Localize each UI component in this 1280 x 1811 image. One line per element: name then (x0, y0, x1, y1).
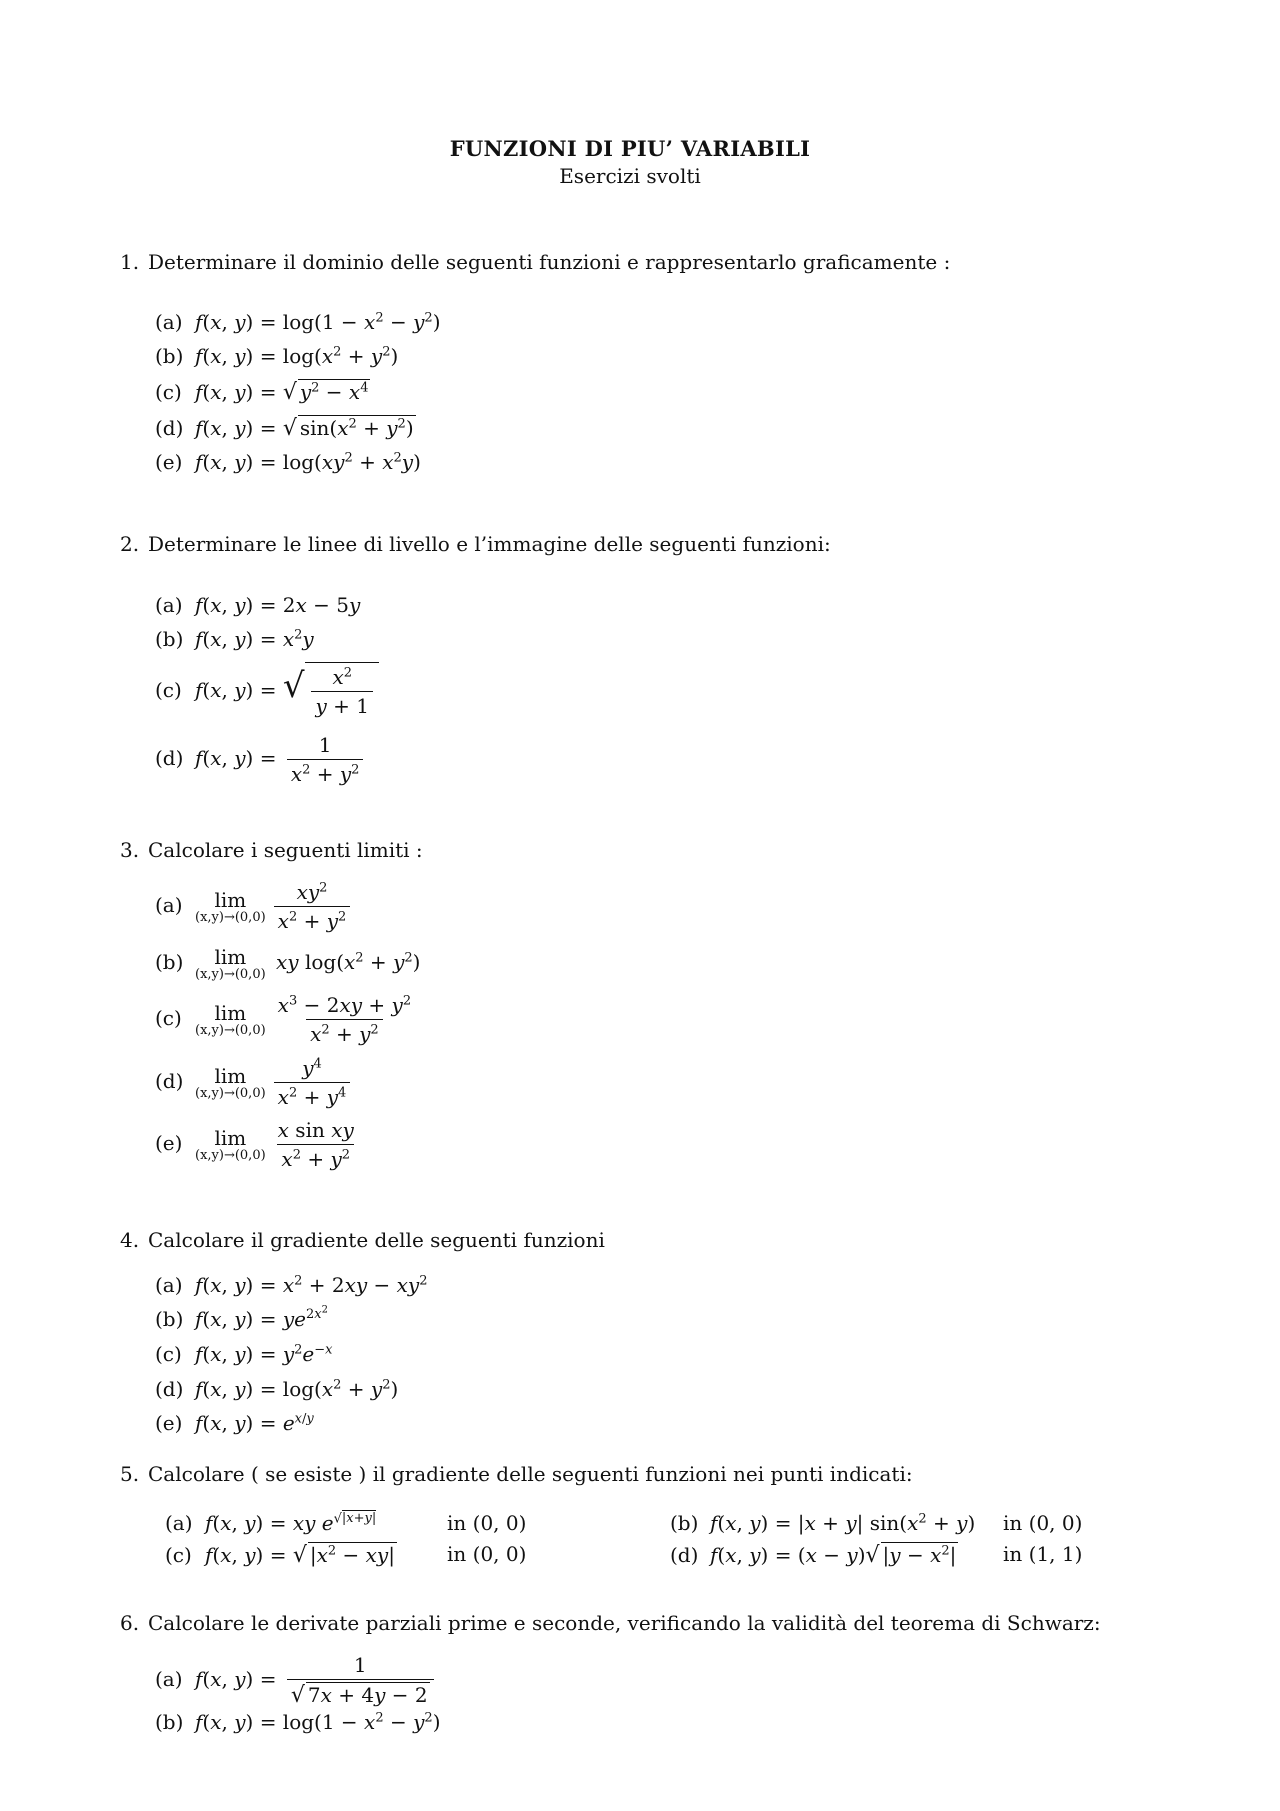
q3-item-b: (b) lim (x,y)→(0,0) xy $\log(x^2 + y^2)$ (155, 945, 421, 982)
question-text: Calcolare i seguenti limiti : (148, 838, 423, 862)
question-number: 1. (120, 250, 140, 274)
q1-item-d: (d) f(x, y) = √ $\sin(x^2 + y^2)$ (155, 416, 414, 441)
q6-item-a: (a) f(x, y) = $\frac{1}{√ 7x + 4y - 2}$ (155, 1653, 438, 1708)
question-1 (120, 250, 950, 274)
q2-item-b: (b) f(x, $y) = x^2y$ (155, 627, 314, 651)
q4-item-c: (c) f(x, $y) = y^2e^{-x}$ (155, 1342, 333, 1366)
q1-item-e: (e) f(x, $y) = \log(xy^2 + x^2y)$ (155, 450, 421, 474)
q1-item-b: (b) f(x, $y) = \log(x^2 + y^2)$ (155, 344, 399, 368)
q2-item-c: (c) f(x, y) = √ $\frac{x^2}{y + 1}$ (155, 662, 379, 718)
question-6 (120, 1611, 1101, 1635)
q1-item-a: (a) f(x, $y) = \log(1 - x^2 - y^2)$ (155, 310, 441, 334)
q5-item-a: (a) f(x, y) = xy $e^{√|x+y|}$ (165, 1511, 377, 1535)
q5-item-c: (c) f(x, y) = √ $|x^2 - xy|$ (165, 1543, 395, 1568)
question-text: Determinare le linee di livello e l’immagine delle seguenti funzioni: (148, 532, 831, 556)
q5-point-b: in (0, 0) (1003, 1511, 1083, 1535)
question-text: Calcolare le derivate parziali prime e seconde, verificando la validità del teorema di Schwarz: (148, 1611, 1101, 1635)
question-text: Calcolare ( se esiste ) il gradiente delle seguenti funzioni nei punti indicati: (148, 1462, 913, 1486)
question-2 (120, 532, 831, 556)
question-text: Determinare il dominio delle seguenti funzioni e rappresentarlo graficamente : (148, 250, 951, 274)
question-text: Calcolare il gradiente delle seguenti funzioni (148, 1228, 605, 1252)
q4-item-e: (e) f(x, $y) = e^{x/y}$ (155, 1411, 314, 1435)
q6-item-b: (b) f(x, $y) = \log(1 - x^2 - y^2)$ (155, 1710, 441, 1734)
page-title: FUNZIONI DI PIU’ VARIABILI (449, 136, 811, 161)
question-number: 6. (120, 1611, 140, 1635)
q3-item-c: (c) lim (x,y)→(0,0) $\frac{x^3 - 2xy + y^2}{x^2 + y^2}$ (155, 993, 412, 1046)
question-number: 4. (120, 1228, 140, 1252)
q4-item-d: (d) f(x, $y) = \log(x^2 + y^2)$ (155, 1377, 399, 1401)
question-5 (120, 1462, 913, 1486)
q4-item-b: (b) f(x, $y) = ye^{2x^2}$ (155, 1305, 328, 1331)
q5-point-a: in (0, 0) (447, 1511, 527, 1535)
page-subtitle: Esercizi svolti (559, 164, 701, 188)
question-4 (120, 1228, 605, 1252)
q5-item-b: (b) f(x, y) = |x + y| $\sin(x^2 + y)$ (670, 1511, 976, 1535)
q3-item-a: (a) lim (x,y)→(0,0) $\frac{xy^2}{x^2 + y^2}$ (155, 880, 354, 933)
question-number: 3. (120, 838, 140, 862)
q3-item-d: (d) lim (x,y)→(0,0) $\frac{y^4}{x^2 + y^4}$ (155, 1056, 354, 1109)
q3-item-e: (e) lim (x,y)→(0,0) $\frac{\text{x sin xy}}{x^2 + y^2}$ (155, 1118, 354, 1171)
q1-item-c: (c) f(x, y) = √ $y^2 - x^4$ (155, 380, 369, 405)
q4-item-a: (a) f(x, $y) = x^2 + 2xy - xy^2$ (155, 1273, 428, 1297)
question-3 (120, 838, 423, 862)
q2-item-d: (d) f(x, y) = $\frac{1}{x^2 + y^2}$ (155, 733, 367, 786)
q2-item-a: (a) f(x, y) = 2x − 5y (155, 593, 361, 617)
question-number: 2. (120, 532, 140, 556)
q5-point-c: in (0, 0) (447, 1542, 527, 1566)
q5-point-d: in (1, 1) (1003, 1542, 1083, 1566)
q5-item-d: (d) f(x, y) = (x − y)√ $|y - x^2|$ (670, 1543, 957, 1568)
question-number: 5. (120, 1462, 140, 1486)
